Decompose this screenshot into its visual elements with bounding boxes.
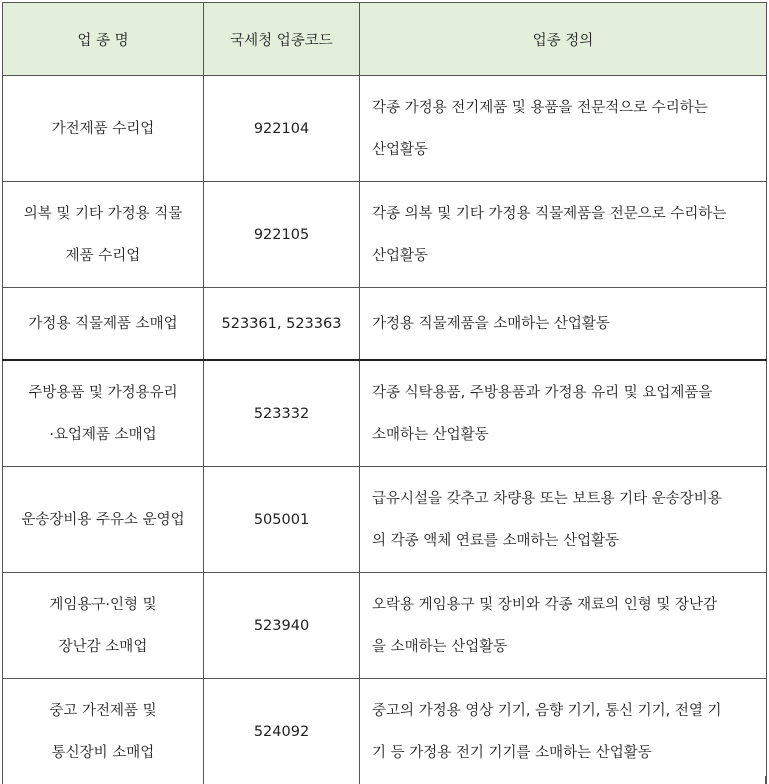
definition-line: 산업활동 bbox=[372, 141, 429, 158]
industry-name-cell bbox=[3, 182, 204, 288]
industry-name-cell bbox=[3, 76, 204, 182]
definition-line: 을 소매하는 산업활동 bbox=[372, 638, 508, 655]
industry-name-line: 중고 가전제품 및 bbox=[49, 702, 157, 719]
industry-name-line: 주방용품 및 가정용유리 bbox=[28, 384, 178, 401]
definition-line: 오락용 게임용구 및 장비와 각종 재료의 인형 및 장난감 bbox=[372, 596, 718, 613]
definition-line: 소매하는 산업활동 bbox=[372, 426, 489, 443]
industry-name-line: 가전제품 수리업 bbox=[51, 120, 155, 137]
industry-name-line: 가정용 직물제품 소매업 bbox=[28, 315, 178, 332]
header-industry-name: 업 종 명 bbox=[3, 3, 204, 76]
table-row bbox=[3, 76, 767, 182]
tax-code-cell: 922104 bbox=[204, 76, 360, 182]
table-row bbox=[3, 182, 767, 288]
industry-name-cell bbox=[3, 467, 204, 573]
table-row bbox=[3, 288, 767, 361]
industry-name-cell bbox=[3, 573, 204, 679]
definition-cell bbox=[360, 467, 767, 573]
definition-cell bbox=[360, 360, 767, 467]
industry-name-line: 의복 및 기타 가정용 직물 bbox=[23, 205, 183, 222]
definition-line: 각종 식탁용품, 주방용품과 가정용 유리 및 요업제품을 bbox=[372, 384, 713, 401]
table-row bbox=[3, 360, 767, 467]
definition-line: 각종 가정용 전기제품 및 용품을 전문적으로 수리하는 bbox=[372, 99, 708, 116]
table-body bbox=[3, 76, 767, 784]
tax-code-cell: 523940 bbox=[204, 573, 360, 679]
definition-cell bbox=[360, 679, 767, 784]
table-row bbox=[3, 679, 767, 784]
industry-classification-table bbox=[2, 2, 767, 784]
definition-line: 가정용 직물제품을 소매하는 산업활동 bbox=[372, 315, 610, 332]
industry-name-cell bbox=[3, 679, 204, 784]
industry-name-cell bbox=[3, 288, 204, 361]
table-row bbox=[3, 467, 767, 573]
tax-code-cell: 922105 bbox=[204, 182, 360, 288]
continuation-line bbox=[2, 776, 3, 784]
industry-name-line: 장난감 소매업 bbox=[58, 638, 148, 655]
definition-cell bbox=[360, 573, 767, 679]
industry-name-cell bbox=[3, 360, 204, 467]
industry-name-line: ·요업제품 소매업 bbox=[49, 426, 157, 443]
definition-cell bbox=[360, 182, 767, 288]
table-row bbox=[3, 573, 767, 679]
table-continuation-lines bbox=[2, 776, 766, 784]
tax-code-cell: 505001 bbox=[204, 467, 360, 573]
definition-line: 중고의 가정용 영상 기기, 음향 기기, 통신 기기, 전열 기 bbox=[372, 702, 722, 719]
tax-code-cell: 523361, 523363 bbox=[204, 288, 360, 361]
industry-name-line: 제품 수리업 bbox=[65, 247, 141, 264]
definition-cell bbox=[360, 288, 767, 361]
industry-name-line: 운송장비용 주유소 운영업 bbox=[21, 511, 185, 528]
definition-cell bbox=[360, 76, 767, 182]
industry-name-line: 통신장비 소매업 bbox=[51, 744, 155, 761]
continuation-line bbox=[359, 776, 360, 784]
header-definition: 업종 정의 bbox=[360, 3, 767, 76]
continuation-line bbox=[765, 776, 766, 784]
header-row bbox=[3, 3, 767, 76]
tax-code-cell: 524092 bbox=[204, 679, 360, 784]
definition-line: 의 각종 액체 연료를 소매하는 산업활동 bbox=[372, 532, 620, 549]
continuation-line bbox=[203, 776, 204, 784]
definition-line: 산업활동 bbox=[372, 247, 429, 264]
definition-line: 각종 의복 및 기타 가정용 직물제품을 전문으로 수리하는 bbox=[372, 205, 727, 222]
header-tax-code: 국세청 업종코드 bbox=[204, 3, 360, 76]
definition-line: 급유시설을 갖추고 차량용 또는 보트용 기타 운송장비용 bbox=[372, 490, 722, 507]
definition-line: 기 등 가정용 전기 기기를 소매하는 산업활동 bbox=[372, 744, 652, 761]
industry-name-line: 게임용구·인형 및 bbox=[49, 596, 157, 613]
tax-code-cell: 523332 bbox=[204, 360, 360, 467]
table-header bbox=[3, 3, 767, 76]
